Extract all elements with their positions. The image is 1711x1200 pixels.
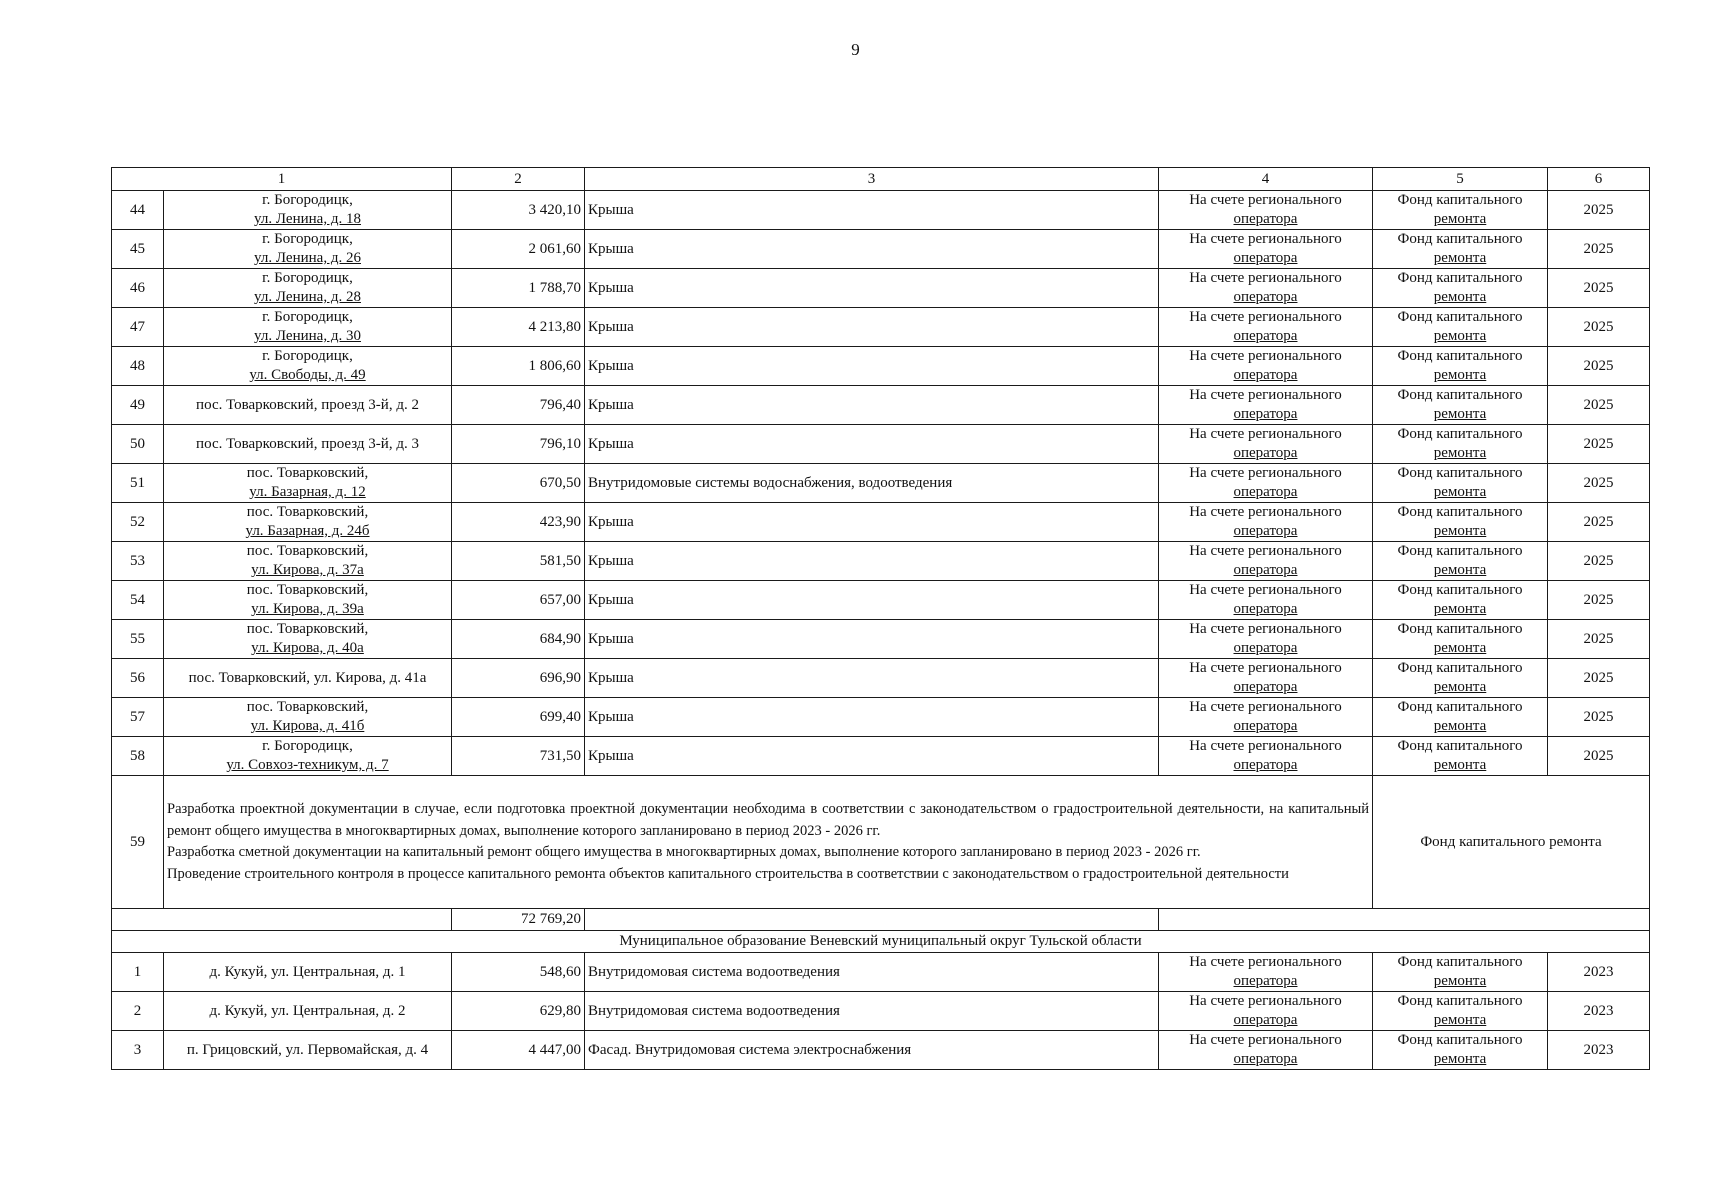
funding-source-line: Фонд капитального — [1397, 231, 1523, 247]
address-street: ул. Кирова, д. 39а — [251, 601, 364, 617]
year-value: 2025 — [1548, 503, 1650, 542]
row-number: 44 — [112, 191, 164, 230]
year-value: 2025 — [1548, 230, 1650, 269]
address-line: пос. Товарковский, — [246, 504, 369, 520]
funding-source-line: ремонта — [1433, 679, 1487, 695]
fund-method-line: На счете регионального — [1189, 387, 1342, 403]
area-value: 548,60 — [452, 953, 585, 992]
address-line: пос. Товарковский, — [246, 465, 369, 481]
year-value: 2025 — [1548, 620, 1650, 659]
header-col-5: 5 — [1373, 168, 1548, 191]
funding-source-line: ремонта — [1433, 211, 1487, 227]
fund-method-line: оператора — [1233, 523, 1298, 539]
fund-method-line: На счете регионального — [1189, 192, 1342, 208]
area-value: 423,90 — [452, 503, 585, 542]
fund-method-cell — [1159, 503, 1373, 542]
row-number: 46 — [112, 269, 164, 308]
funding-source-cell — [1373, 698, 1548, 737]
year-value: 2025 — [1548, 542, 1650, 581]
fund-method-cell — [1159, 620, 1373, 659]
address-line: г. Богородицк, — [262, 270, 353, 286]
address-line: г. Богородицк, — [262, 309, 353, 325]
capital-repair-table — [111, 167, 1650, 1070]
funding-source-line: Фонд капитального — [1397, 738, 1523, 754]
funding-source-cell — [1373, 308, 1548, 347]
fund-method-line: оператора — [1233, 445, 1298, 461]
fund-method-cell — [1159, 992, 1373, 1031]
total-row — [112, 909, 1650, 931]
year-value: 2025 — [1548, 386, 1650, 425]
row-number: 51 — [112, 464, 164, 503]
year-value: 2025 — [1548, 698, 1650, 737]
table-row-59 — [112, 776, 1650, 909]
funding-source-cell — [1373, 386, 1548, 425]
fund-method-line: оператора — [1233, 679, 1298, 695]
work-type: Крыша — [585, 191, 1159, 230]
row-number: 3 — [112, 1031, 164, 1070]
funding-source-cell — [1373, 230, 1548, 269]
table-row — [112, 1031, 1650, 1070]
funding-source-line: ремонта — [1433, 718, 1487, 734]
table-row — [112, 953, 1650, 992]
fund-method-cell — [1159, 659, 1373, 698]
area-value: 629,80 — [452, 992, 585, 1031]
fund-method-line: оператора — [1233, 1051, 1298, 1067]
table-row — [112, 659, 1650, 698]
row-number: 54 — [112, 581, 164, 620]
table-row — [112, 425, 1650, 464]
funding-source-cell — [1373, 269, 1548, 308]
funding-source-line: Фонд капитального — [1397, 270, 1523, 286]
total-area: 72 769,20 — [452, 909, 585, 931]
table-row — [112, 191, 1650, 230]
work-type: Крыша — [585, 737, 1159, 776]
works-paragraph-design: Разработка проектной документации в случае, если подготовка проектной документации необходима в соответствии с законодательством о градостроительной деятельности, на капитальный ремонт общего имущества в многоквартирных домах, выполнение которого запланировано в период 2023 - 2026 гг. — [167, 801, 1369, 839]
funding-source-line: ремонта — [1433, 484, 1487, 500]
work-type: Крыша — [585, 659, 1159, 698]
funding-source-cell — [1373, 659, 1548, 698]
fund-method-line: оператора — [1233, 406, 1298, 422]
fund-method-cell — [1159, 425, 1373, 464]
funding-source-line: Фонд капитального — [1397, 426, 1523, 442]
area-value: 696,90 — [452, 659, 585, 698]
area-value: 796,40 — [452, 386, 585, 425]
funding-source-cell — [1373, 737, 1548, 776]
funding-source-line: Фонд капитального — [1397, 348, 1523, 364]
fund-method-line: На счете регионального — [1189, 699, 1342, 715]
fund-method-cell — [1159, 386, 1373, 425]
year-value: 2025 — [1548, 464, 1650, 503]
works-paragraph-supervision: Проведение строительного контроля в процессе капитального ремонта объектов капитального строительства в соответствии с законодательством о градостроительной деятельности — [167, 865, 1289, 882]
address-street: ул. Кирова, д. 37а — [251, 562, 364, 578]
funding-source-line: Фонд капитального — [1397, 543, 1523, 559]
address-cell — [164, 737, 452, 776]
fund-method-line: На счете регионального — [1189, 1032, 1342, 1048]
year-value: 2023 — [1548, 953, 1650, 992]
fund-method-line: На счете регионального — [1189, 954, 1342, 970]
fund-method-line: На счете регионального — [1189, 660, 1342, 676]
row-number: 53 — [112, 542, 164, 581]
fund-method-cell — [1159, 464, 1373, 503]
work-type: Крыша — [585, 308, 1159, 347]
table-body — [112, 168, 1650, 1070]
fund-method-cell — [1159, 230, 1373, 269]
address-line: пос. Товарковский, проезд 3-й, д. 2 — [196, 396, 419, 413]
funding-source-cell — [1373, 464, 1548, 503]
table-row — [112, 698, 1650, 737]
address-cell — [164, 992, 452, 1031]
address-line: г. Богородицк, — [262, 231, 353, 247]
address-line: пос. Товарковский, проезд 3-й, д. 3 — [196, 435, 419, 452]
funding-source-line: ремонта — [1433, 328, 1487, 344]
work-type: Фасад. Внутридомовая система электроснабжения — [585, 1031, 1159, 1070]
table-row — [112, 386, 1650, 425]
table-row — [112, 737, 1650, 776]
fund-method-line: оператора — [1233, 328, 1298, 344]
header-col-3: 3 — [585, 168, 1159, 191]
address-cell — [164, 542, 452, 581]
address-cell — [164, 386, 452, 425]
address-cell — [164, 308, 452, 347]
address-line: п. Грицовский, ул. Первомайская, д. 4 — [186, 1041, 429, 1058]
address-street: ул. Базарная, д. 24б — [245, 523, 370, 539]
area-value: 684,90 — [452, 620, 585, 659]
header-col-1: 1 — [112, 168, 452, 191]
address-street: ул. Ленина, д. 30 — [254, 328, 361, 344]
address-line: пос. Товарковский, — [246, 699, 369, 715]
funding-source-line: Фонд капитального — [1397, 309, 1523, 325]
funding-source-line: Фонд капитального — [1397, 465, 1523, 481]
year-value: 2025 — [1548, 347, 1650, 386]
total-empty-cell — [1159, 909, 1650, 931]
works-paragraph-estimate: Разработка сметной документации на капитальный ремонт общего имущества в многоквартирных домах, выполнение которого запланировано в период 2023 - 2026 гг. — [167, 844, 1201, 860]
row-number: 2 — [112, 992, 164, 1031]
funding-source-cell — [1373, 191, 1548, 230]
fund-method-line: На счете регионального — [1189, 621, 1342, 637]
address-line: д. Кукуй, ул. Центральная, д. 2 — [209, 1002, 406, 1019]
funding-source-cell — [1373, 620, 1548, 659]
work-type: Крыша — [585, 230, 1159, 269]
fund-method-cell — [1159, 542, 1373, 581]
fund-method-cell — [1159, 191, 1373, 230]
fund-method-line: На счете регионального — [1189, 348, 1342, 364]
fund-method-line: оператора — [1233, 367, 1298, 383]
funding-source-line: ремонта — [1433, 250, 1487, 266]
work-type: Крыша — [585, 425, 1159, 464]
fund-method-line: На счете регионального — [1189, 231, 1342, 247]
funding-source-line: ремонта — [1433, 289, 1487, 305]
fund-method-line: На счете регионального — [1189, 504, 1342, 520]
fund-method-cell — [1159, 953, 1373, 992]
work-type: Крыша — [585, 542, 1159, 581]
area-value: 657,00 — [452, 581, 585, 620]
fund-method-cell — [1159, 1031, 1373, 1070]
header-col-4: 4 — [1159, 168, 1373, 191]
funding-source-line: Фонд капитального — [1397, 582, 1523, 598]
total-label-cell — [112, 909, 452, 931]
address-street: ул. Ленина, д. 28 — [254, 289, 361, 305]
table-row — [112, 308, 1650, 347]
address-line: пос. Товарковский, — [246, 582, 369, 598]
funding-source-line: Фонд капитального — [1397, 504, 1523, 520]
fund-method-cell — [1159, 269, 1373, 308]
header-col-6: 6 — [1548, 168, 1650, 191]
address-line: д. Кукуй, ул. Центральная, д. 1 — [209, 963, 406, 980]
address-line: пос. Товарковский, ул. Кирова, д. 41а — [188, 669, 427, 686]
address-cell — [164, 230, 452, 269]
funding-source-line: ремонта — [1433, 445, 1487, 461]
address-street: ул. Базарная, д. 12 — [249, 484, 366, 500]
table-row — [112, 581, 1650, 620]
address-street: ул. Кирова, д. 41б — [250, 718, 365, 734]
funding-source-line: ремонта — [1433, 601, 1487, 617]
header-col-2: 2 — [452, 168, 585, 191]
fund-method-line: На счете регионального — [1189, 270, 1342, 286]
address-street: ул. Ленина, д. 18 — [254, 211, 361, 227]
table-row — [112, 992, 1650, 1031]
fund-method-cell — [1159, 581, 1373, 620]
address-cell — [164, 659, 452, 698]
table-row — [112, 620, 1650, 659]
funding-source-line: Фонд капитального — [1397, 387, 1523, 403]
address-cell — [164, 191, 452, 230]
year-value: 2025 — [1548, 581, 1650, 620]
year-value: 2025 — [1548, 308, 1650, 347]
funding-source-line: ремонта — [1433, 640, 1487, 656]
funding-source-line: Фонд капитального — [1397, 1032, 1523, 1048]
funding-source-cell — [1373, 992, 1548, 1031]
address-street: ул. Совхоз-техникум, д. 7 — [226, 757, 389, 773]
fund-method-line: На счете регионального — [1189, 582, 1342, 598]
area-value: 670,50 — [452, 464, 585, 503]
row-number: 50 — [112, 425, 164, 464]
funding-source-line: ремонта — [1433, 562, 1487, 578]
fund-method-line: На счете регионального — [1189, 543, 1342, 559]
area-value: 3 420,10 — [452, 191, 585, 230]
area-value: 1 806,60 — [452, 347, 585, 386]
area-value: 4 447,00 — [452, 1031, 585, 1070]
funding-source-line: ремонта — [1433, 1012, 1487, 1028]
address-cell — [164, 269, 452, 308]
row-number: 49 — [112, 386, 164, 425]
row-number: 59 — [112, 776, 164, 909]
year-value: 2023 — [1548, 992, 1650, 1031]
section-title: Муниципальное образование Веневский муниципальный округ Тульской области — [112, 931, 1650, 953]
year-value: 2025 — [1548, 737, 1650, 776]
address-cell — [164, 1031, 452, 1070]
area-value: 1 788,70 — [452, 269, 585, 308]
fund-method-line: оператора — [1233, 250, 1298, 266]
year-value: 2025 — [1548, 425, 1650, 464]
funding-source-cell — [1373, 347, 1548, 386]
work-type: Внутридомовые системы водоснабжения, водоотведения — [585, 464, 1159, 503]
fund-method-line: оператора — [1233, 973, 1298, 989]
fund-method-line: оператора — [1233, 484, 1298, 500]
area-value: 699,40 — [452, 698, 585, 737]
row-number: 55 — [112, 620, 164, 659]
work-type: Внутридомовая система водоотведения — [585, 953, 1159, 992]
fund-method-line: На счете регионального — [1189, 738, 1342, 754]
row-number: 1 — [112, 953, 164, 992]
row-number: 47 — [112, 308, 164, 347]
table-row — [112, 503, 1650, 542]
section-header-row — [112, 931, 1650, 953]
year-value: 2025 — [1548, 659, 1650, 698]
year-value: 2025 — [1548, 191, 1650, 230]
fund-method-cell — [1159, 737, 1373, 776]
address-cell — [164, 698, 452, 737]
work-type: Крыша — [585, 620, 1159, 659]
fund-method-line: оператора — [1233, 211, 1298, 227]
work-type: Крыша — [585, 386, 1159, 425]
funding-source-cell — [1373, 542, 1548, 581]
funding-source-line: Фонд капитального — [1397, 192, 1523, 208]
fund-method-line: оператора — [1233, 562, 1298, 578]
funding-source-line: ремонта — [1433, 406, 1487, 422]
address-line: г. Богородицк, — [262, 348, 353, 364]
funding-source-line: ремонта — [1433, 1051, 1487, 1067]
address-cell — [164, 425, 452, 464]
fund-method-line: оператора — [1233, 718, 1298, 734]
area-value: 731,50 — [452, 737, 585, 776]
work-type: Крыша — [585, 347, 1159, 386]
table-row — [112, 269, 1650, 308]
funding-source-cell — [1373, 425, 1548, 464]
work-type: Внутридомовая система водоотведения — [585, 992, 1159, 1031]
fund-method-line: На счете регионального — [1189, 426, 1342, 442]
funding-source-line: Фонд капитального — [1397, 621, 1523, 637]
funding-source-line: ремонта — [1433, 973, 1487, 989]
row-number: 58 — [112, 737, 164, 776]
fund-method-line: оператора — [1233, 601, 1298, 617]
fund-method-line: На счете регионального — [1189, 465, 1342, 481]
total-empty-cell — [585, 909, 1159, 931]
address-cell — [164, 953, 452, 992]
fund-method-line: На счете регионального — [1189, 309, 1342, 325]
row-number: 57 — [112, 698, 164, 737]
address-street: ул. Свободы, д. 49 — [249, 367, 366, 383]
row-number: 52 — [112, 503, 164, 542]
year-value: 2025 — [1548, 269, 1650, 308]
address-line: пос. Товарковский, — [246, 621, 369, 637]
fund-method-cell — [1159, 308, 1373, 347]
address-cell — [164, 347, 452, 386]
row-number: 56 — [112, 659, 164, 698]
fund-method-cell — [1159, 347, 1373, 386]
area-value: 2 061,60 — [452, 230, 585, 269]
year-value: 2023 — [1548, 1031, 1650, 1070]
funding-source-cell — [1373, 503, 1548, 542]
address-street: ул. Кирова, д. 40а — [251, 640, 364, 656]
funding-source-line: Фонд капитального — [1397, 660, 1523, 676]
works-description — [164, 776, 1373, 909]
work-type: Крыша — [585, 503, 1159, 542]
funding-source-cell — [1373, 581, 1548, 620]
work-type: Крыша — [585, 581, 1159, 620]
table-row — [112, 347, 1650, 386]
fund-method-line: оператора — [1233, 1012, 1298, 1028]
address-line: г. Богородицк, — [262, 738, 353, 754]
row-number: 45 — [112, 230, 164, 269]
address-cell — [164, 581, 452, 620]
area-value: 4 213,80 — [452, 308, 585, 347]
funding-source-cell — [1373, 1031, 1548, 1070]
fund-method-line: оператора — [1233, 289, 1298, 305]
funding-source-line: ремонта — [1433, 367, 1487, 383]
fund-method-line: На счете регионального — [1189, 993, 1342, 1009]
work-type: Крыша — [585, 269, 1159, 308]
funding-source-cell — [1373, 953, 1548, 992]
area-value: 581,50 — [452, 542, 585, 581]
address-cell — [164, 464, 452, 503]
funding-source-line: Фонд капитального — [1397, 993, 1523, 1009]
fund-method-line: оператора — [1233, 640, 1298, 656]
page-number: 9 — [851, 40, 860, 59]
address-cell — [164, 503, 452, 542]
fund-method-cell — [1159, 698, 1373, 737]
area-value: 796,10 — [452, 425, 585, 464]
address-line: г. Богородицк, — [262, 192, 353, 208]
table-row — [112, 230, 1650, 269]
table-row — [112, 542, 1650, 581]
row-number: 48 — [112, 347, 164, 386]
fund-method-line: оператора — [1233, 757, 1298, 773]
work-type: Крыша — [585, 698, 1159, 737]
funding-source-line: Фонд капитального — [1397, 954, 1523, 970]
funding-source-line: ремонта — [1433, 757, 1487, 773]
address-cell — [164, 620, 452, 659]
funding-source-line: ремонта — [1433, 523, 1487, 539]
address-street: ул. Ленина, д. 26 — [254, 250, 361, 266]
address-line: пос. Товарковский, — [246, 543, 369, 559]
column-number-header-row — [112, 168, 1650, 191]
funding-source-line: Фонд капитального — [1397, 699, 1523, 715]
funding-source: Фонд капитального ремонта — [1373, 776, 1650, 909]
table-row — [112, 464, 1650, 503]
